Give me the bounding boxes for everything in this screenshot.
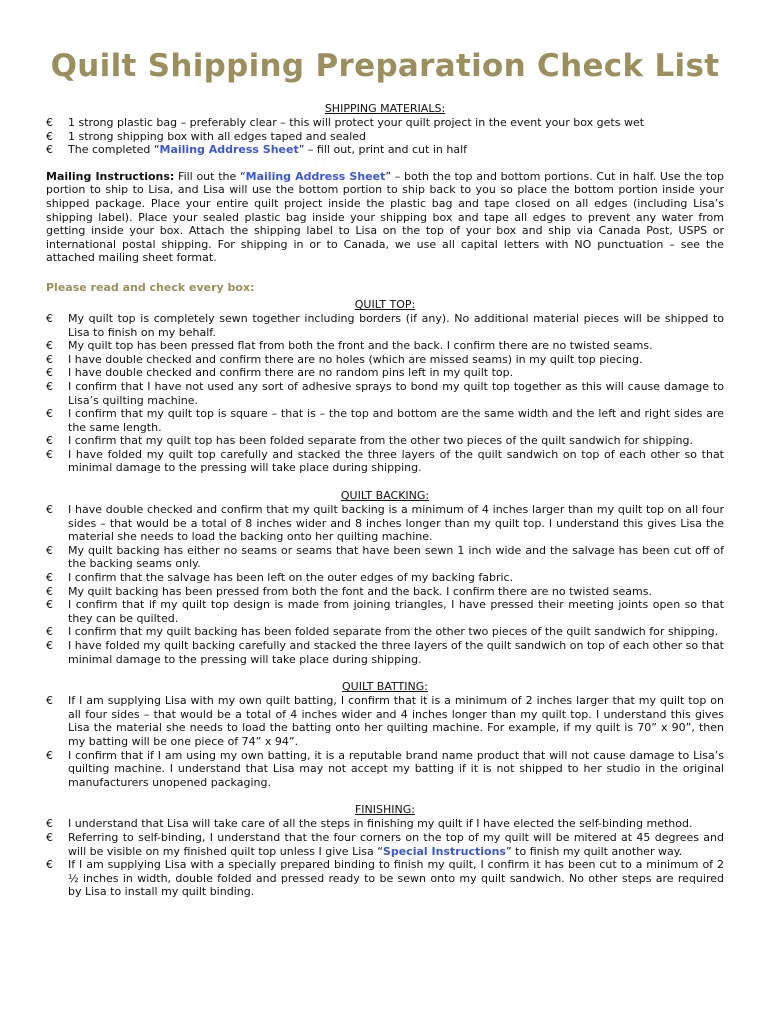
checkbox-glyph[interactable]: € <box>46 116 53 129</box>
checklist-item <box>46 407 724 434</box>
item-text: I confirm that my quilt backing has been folded separate from the other two pieces of the quilt sandwich for shipping. <box>68 625 719 639</box>
item-text: I have double checked and confirm there are no random pins left in my quilt top. <box>68 366 514 380</box>
checklist-item <box>46 544 724 571</box>
item-text: My quilt top has been pressed flat from both the front and the back. I confirm there are no twisted seams. <box>68 339 653 353</box>
checklist-item <box>46 858 724 899</box>
checkbox-glyph[interactable]: € <box>46 366 53 380</box>
checklist-item <box>46 130 724 144</box>
checklist-item <box>46 585 724 599</box>
please-read-note: Please read and check every box: <box>46 280 255 294</box>
item-text: If I am supplying Lisa with a specially prepared binding to finish my quilt, I confirm it has been cut to a minimum of 2 ½ inches in width, double folded and pressed ready to be sewn onto my quilt sandwich. No other steps are required by Lisa to install my quilt binding. <box>68 858 724 899</box>
item-text: I confirm that the salvage has been left on the outer edges of my backing fabric. <box>68 571 514 585</box>
item-text: ” to finish my quilt another way. <box>505 844 683 858</box>
special-instructions-link[interactable]: Special Instructions <box>382 844 506 858</box>
checkbox-glyph[interactable]: € <box>46 625 53 639</box>
checkbox-glyph[interactable]: € <box>46 407 53 421</box>
checklist-item <box>46 503 724 544</box>
mailing-address-sheet-link[interactable]: Mailing Address Sheet <box>159 143 299 157</box>
item-text: 1 strong shipping box with all edges taped and sealed <box>68 129 367 143</box>
checklist-item <box>46 116 724 130</box>
item-text: I confirm that my quilt top is square – that is – the top and bottom are the same width and the left and right sides are the same length. <box>68 407 724 434</box>
checklist-item <box>46 571 724 585</box>
checkbox-glyph[interactable]: € <box>46 503 53 517</box>
checklist-item <box>46 817 724 831</box>
checkbox-glyph[interactable]: € <box>46 858 53 872</box>
mailing-instructions <box>46 170 724 265</box>
mailing-text: Fill out the “ <box>174 169 246 183</box>
checklist-item <box>46 380 724 407</box>
checkbox-glyph[interactable]: € <box>46 447 53 461</box>
shipping-materials-list <box>46 116 724 157</box>
checklist-item <box>46 143 724 157</box>
checklist-item <box>46 694 724 748</box>
mailing-instructions-label: Mailing Instructions: <box>46 169 175 183</box>
item-text: The completed “ <box>68 143 160 157</box>
checklist-item <box>46 448 724 475</box>
checkbox-glyph[interactable]: € <box>46 584 53 598</box>
item-text: I have double checked and confirm that my quilt backing is a minimum of 4 inches larger than my quilt top on all four sides – that would be a total of 8 inches wider and 8 inches longer than my quilt top. I understand this gives Lisa the material she needs to load the backing onto her quilting machine. <box>68 503 724 544</box>
checklist-item <box>46 312 724 339</box>
quilt-backing-list <box>46 503 724 666</box>
checkbox-glyph[interactable]: € <box>46 379 53 393</box>
item-text: My quilt backing has been pressed from both the font and the back. I confirm there are no twisted seams. <box>68 584 652 598</box>
item-text: I have double checked and confirm there are no holes (which are missed seams) in my quilt top piecing. <box>68 352 643 366</box>
item-text: Referring to self-binding, I understand that the four corners on the top of my quilt will be mitered at 45 degrees and will be visible on my finished quilt top unless I give Lisa “ <box>68 830 724 858</box>
quilt-top-heading: QUILT TOP: <box>354 297 416 311</box>
quilt-batting-heading: QUILT BATTING: <box>342 680 428 694</box>
checklist-item <box>46 434 724 448</box>
mailing-address-sheet-link[interactable]: Mailing Address Sheet <box>245 169 386 183</box>
quilt-top-list <box>46 312 724 475</box>
checkbox-glyph[interactable]: € <box>46 830 53 844</box>
item-text: 1 strong plastic bag – preferably clear – this will protect your quilt project in the event your box gets wet <box>68 116 645 129</box>
mailing-text: ” – both the top and bottom portions. Cut in half. Use the top portion to ship to Lisa, and Lisa will use the bottom portion to ship back to you so place the bottom portion inside your shipped package. Place your entire quilt project inside the plastic bag and tape closed on all edges (including Lisa’s shipping label). Place your sealed plastic bag inside your shipping box and tape all edges to prevent any water from getting inside your box. Attach the shipping label to Lisa on the top of your box and ship via Canada Post, USPS or international postal shipping. For shipping in or to Canada, we use all capital letters with NO punctuation – see the attached mailing sheet format. <box>46 169 724 265</box>
checkbox-glyph[interactable]: € <box>46 339 53 353</box>
item-text: I confirm that if I am using my own batting, it is a reputable brand name product that will not cause damage to Lisa’s quilting machine. I understand that Lisa may not accept my batting if it is not shipped to her studio in the original manufacturers unopened packaging. <box>68 748 724 789</box>
checkbox-glyph[interactable]: € <box>46 352 53 366</box>
item-text: My quilt backing has either no seams or seams that have been sewn 1 inch wide and the salvage has been cut off of the backing seams only. <box>68 543 724 571</box>
finishing-list <box>46 817 724 899</box>
item-text: I confirm that if my quilt top design is made from joining triangles, I have pressed their meeting joints open so that they can be quilted. <box>68 598 724 625</box>
page-title: Quilt Shipping Preparation Check List <box>50 48 720 84</box>
shipping-materials-heading: SHIPPING MATERIALS: <box>324 102 446 115</box>
checklist-item <box>46 639 724 666</box>
item-text: I confirm that I have not used any sort of adhesive sprays to bond my quilt top together as this will cause damage to Lisa’s quilting machine. <box>68 379 724 407</box>
checklist-item <box>46 366 724 380</box>
checklist-item <box>46 598 724 625</box>
checkbox-glyph[interactable]: € <box>46 311 53 325</box>
checkbox-glyph[interactable]: € <box>46 639 53 652</box>
item-text: ” – fill out, print and cut in half <box>298 143 467 157</box>
quilt-backing-heading: QUILT BACKING: <box>340 489 430 503</box>
finishing-heading: FINISHING: <box>354 803 415 817</box>
item-text: If I am supplying Lisa with my own quilt batting, I confirm that it is a minimum of 2 inches larger that my quilt top on all four sides – that would be a total of 4 inches wider and 4 inches longer than my quilt top. I understand this gives Lisa the material she needs to load the batting onto her quilting machine. For example, if my quilt is 70” x 90”, then my batting will be one piece of 74” x 94”. <box>68 694 724 748</box>
checklist-item <box>46 339 724 353</box>
item-text: My quilt top is completely sewn together including borders (if any). No additional material pieces will be shipped to Lisa to finish on my behalf. <box>68 311 724 339</box>
item-text: I understand that Lisa will take care of all the steps in finishing my quilt if I have elected the self-binding method. <box>68 817 693 831</box>
checkbox-glyph[interactable]: € <box>46 129 53 143</box>
checkbox-glyph[interactable]: € <box>46 143 53 157</box>
checkbox-glyph[interactable]: € <box>46 598 53 612</box>
checkbox-glyph[interactable]: € <box>46 748 53 762</box>
checklist-item <box>46 749 724 790</box>
checklist-item <box>46 625 724 639</box>
quilt-batting-list <box>46 694 724 789</box>
item-text: I have folded my quilt top carefully and stacked the three layers of the quilt sandwich on top of each other so that minimal damage to the pressing will take place during shipping. <box>68 447 724 475</box>
item-text: I have folded my quilt backing carefully and stacked the three layers of the quilt sandwich on top of each other so that minimal damage to the pressing will take place during shipping. <box>68 639 724 666</box>
checklist-item <box>46 831 724 858</box>
checkbox-glyph[interactable]: € <box>46 694 53 708</box>
checkbox-glyph[interactable]: € <box>46 434 53 448</box>
checklist-item <box>46 353 724 367</box>
checkbox-glyph[interactable]: € <box>46 817 53 831</box>
checkbox-glyph[interactable]: € <box>46 571 53 585</box>
checkbox-glyph[interactable]: € <box>46 543 53 557</box>
item-text: I confirm that my quilt top has been folded separate from the other two pieces of the quilt sandwich for shipping. <box>68 434 693 448</box>
